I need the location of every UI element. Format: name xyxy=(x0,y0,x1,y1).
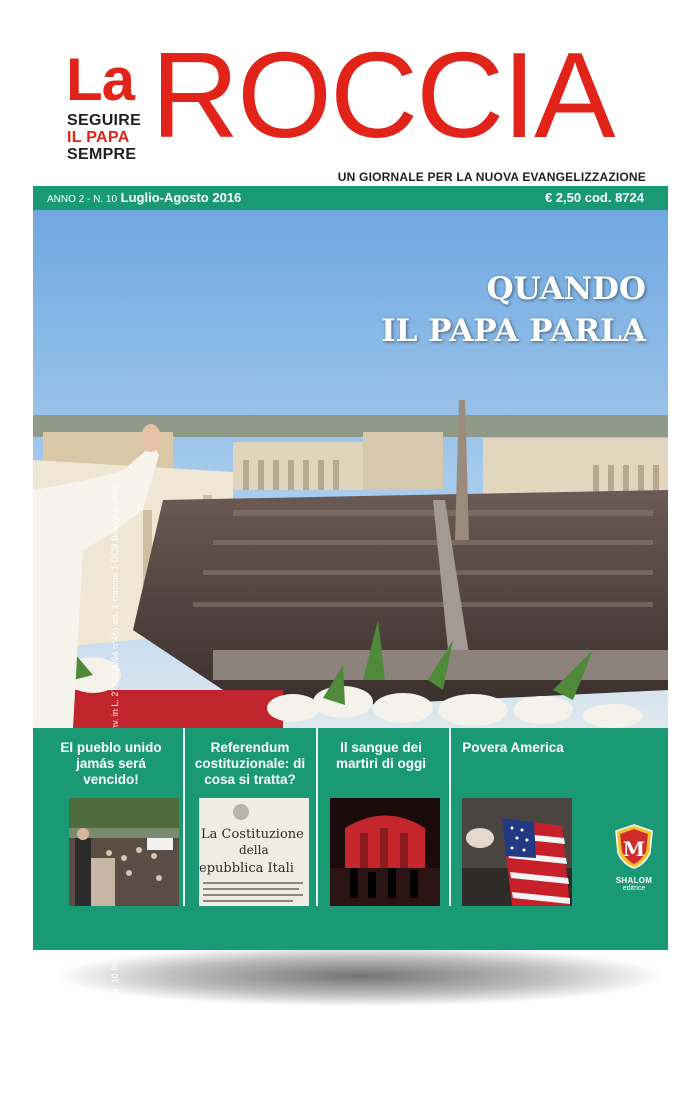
headline-line-1: QUANDO xyxy=(486,271,646,307)
column-divider xyxy=(183,728,185,906)
articles-section xyxy=(33,728,668,950)
issue-anno: ANNO 2 - N. 10 xyxy=(47,194,118,205)
constitution-text-2: della xyxy=(239,843,269,857)
motto-line-1: SEGUIRE xyxy=(67,112,142,129)
column-divider xyxy=(449,728,451,906)
publisher-logo xyxy=(609,823,659,892)
red-lit-fountain-image[interactable] xyxy=(330,798,440,906)
article-title-1[interactable]: El pueblo unido jamás será vencido! xyxy=(60,740,162,787)
shalom-shield-icon xyxy=(614,823,654,869)
issue-number xyxy=(47,190,241,205)
issue-bar xyxy=(33,186,668,210)
article-title-4[interactable]: Povera America xyxy=(462,740,564,755)
rally-speaker-image[interactable] xyxy=(69,798,179,906)
tagline: UN GIORNALE PER LA NUOVA EVANGELIZZAZIONE xyxy=(337,170,646,184)
constitution-text-1: La Costituzione xyxy=(201,827,304,842)
column-divider xyxy=(316,728,318,906)
publisher-name: SHALOM xyxy=(615,876,653,885)
cover-photo xyxy=(33,210,668,728)
logo-motto xyxy=(67,112,141,163)
shalom-logo-letter: M xyxy=(622,837,646,861)
american-flag-blanket-image[interactable] xyxy=(462,798,572,906)
article-title-3[interactable]: Il sangue dei martiri di oggi xyxy=(335,740,426,771)
issue-price: € 2,50 cod. 8724 xyxy=(544,190,644,205)
issue-date: Luglio-Agosto 2016 xyxy=(120,190,242,205)
constitution-document-image[interactable] xyxy=(199,798,309,906)
cover-shadow xyxy=(60,946,660,1006)
article-title-2[interactable]: Referendum costituzionale: di cosa si tratta? xyxy=(194,740,306,787)
constitution-text-3: epubblica Itali xyxy=(199,861,294,876)
logo-la: La xyxy=(66,46,135,113)
motto-line-2: IL PAPA xyxy=(67,129,130,146)
motto-line-3: SEMPRE xyxy=(67,146,137,163)
masthead-title: ROCCIA xyxy=(151,27,614,163)
publisher-sub: editrice xyxy=(622,885,646,892)
headline-line-2: IL PAPA PARLA xyxy=(381,313,646,349)
magazine-cover xyxy=(33,27,668,950)
cover-headline xyxy=(381,268,646,352)
